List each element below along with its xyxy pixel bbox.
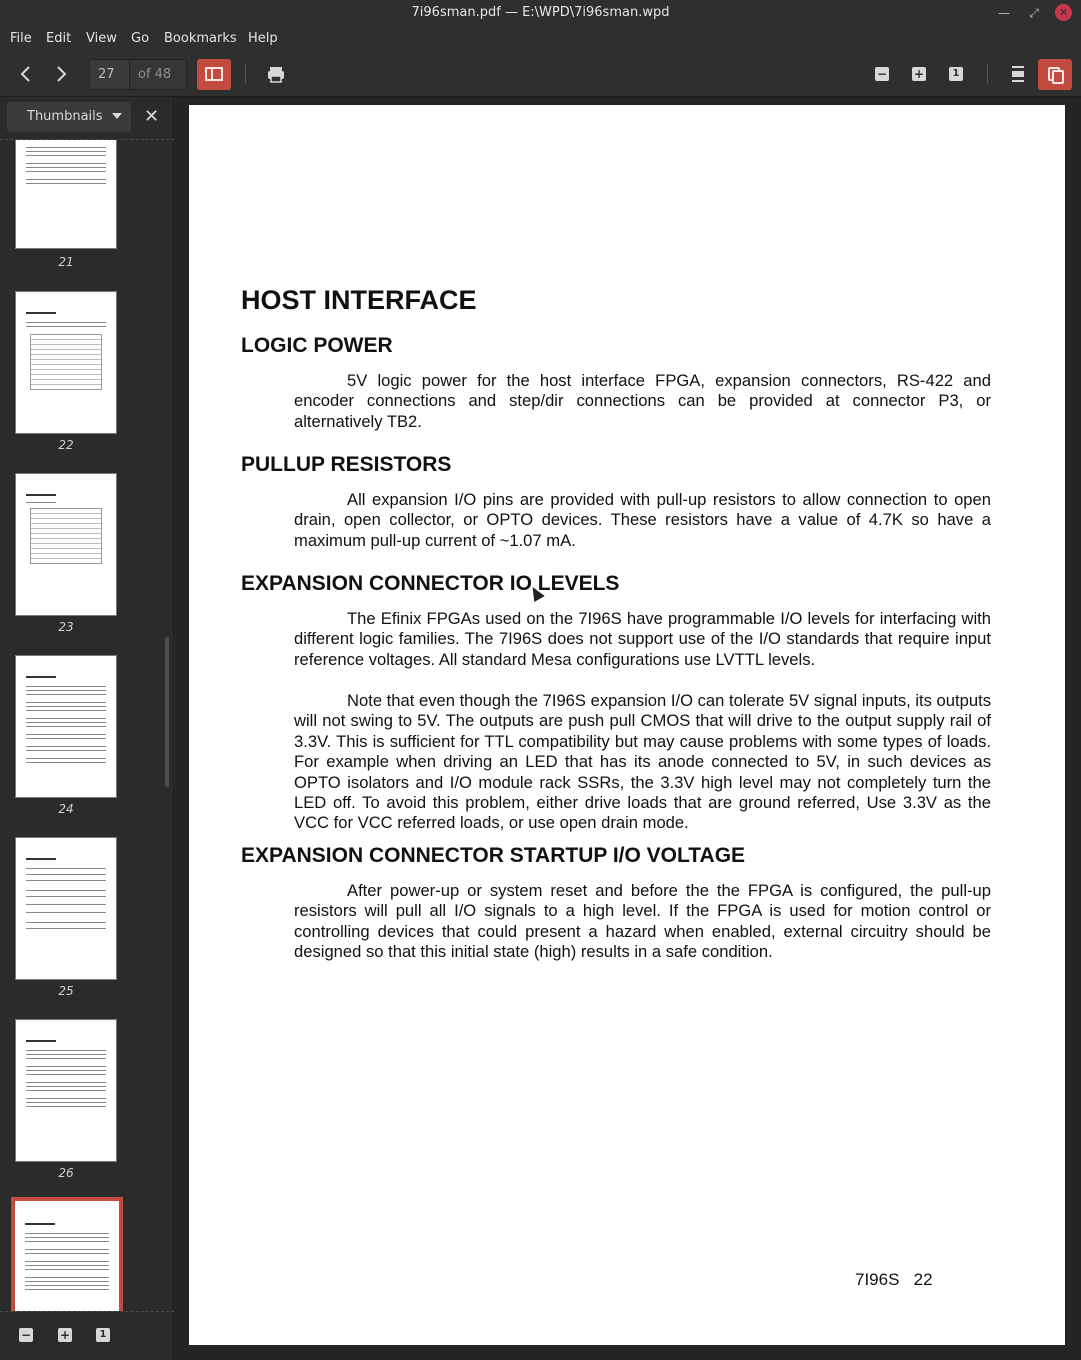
dual-page-button[interactable] <box>1038 59 1072 90</box>
thumbnail-page-current[interactable] <box>11 1197 123 1312</box>
section-heading: LOGIC POWER <box>241 334 393 357</box>
paragraph: All expansion I/O pins are provided with pull-up resistors to allow connection to open drain, open collector, or OPTO devices. These resistors have a value of 4.7K so have a maximum pull-up current of ~1.07 mA. <box>294 490 991 550</box>
paragraph: The Efinix FPGAs used on the 7I96S have programmable I/O levels for interfacing with different logic families. The 7I96S does not support use of the I/O standards that require input reference voltages. All standard Mesa configurations use LVTTL levels. <box>294 609 991 669</box>
section-heading: PULLUP RESISTORS <box>241 453 452 476</box>
print-icon[interactable] <box>261 59 291 89</box>
page-title: HOST INTERFACE <box>241 285 477 315</box>
zoom-in-icon[interactable]: + <box>913 67 925 81</box>
thumbnail-label: 24 <box>58 802 74 816</box>
close-window-icon[interactable]: ✕ <box>1055 4 1072 21</box>
thumbnail-list[interactable] <box>0 139 174 1312</box>
close-icon[interactable]: ✕ <box>144 106 160 127</box>
continuous-scroll-icon[interactable] <box>1003 59 1033 89</box>
paragraph: Note that even though the 7I96S expansion I/O can tolerate 5V signal inputs, its outputs will not swing to 5V. The outputs are push pull CMOS that will drive to the output supply rail of 3.3V. This is sufficient for TTL compatibility but may cause problems with some types of loads. For example when driving an LED that has its anode connected to 5V, in such devices as OPTO isolators and I/O module rack SSRs, the 3.3V high level may not completely turn the LED off. To avoid this problem, either drive loads that are ground referred, Use 3.3V as the VCC for VCC referred loads, or use open drain mode. <box>294 691 991 833</box>
menu-bar <box>0 27 1081 52</box>
document-view[interactable] <box>175 97 1081 1360</box>
section-heading: EXPANSION CONNECTOR IO LEVELS <box>241 572 620 595</box>
toolbar <box>0 52 1081 97</box>
sidebar-footer <box>0 1322 174 1360</box>
sidebar-toggle-icon <box>205 67 223 81</box>
thumbnail-page[interactable] <box>15 473 117 616</box>
page-footer <box>855 1270 933 1290</box>
thumbnail-zoom-in-icon[interactable]: + <box>59 1328 71 1342</box>
toolbar-separator <box>245 64 246 84</box>
zoom-out-icon[interactable]: − <box>876 67 888 81</box>
thumbnail-label: 23 <box>58 620 74 634</box>
toolbar-separator <box>987 64 988 84</box>
section-heading: EXPANSION CONNECTOR STARTUP I/O VOLTAGE <box>241 844 746 867</box>
thumbnail-label: 22 <box>58 438 74 452</box>
window-titlebar <box>0 0 1081 27</box>
menu-edit[interactable]: Edit <box>46 31 72 46</box>
menu-file[interactable]: File <box>10 31 32 46</box>
paragraph: After power-up or system reset and before the the FPGA is configured, the pull-up resistors will pull all I/O signals to a high level. If the FPGA is used for motion control or controlling devices that could present a hazard when enabled, external circuitry should be designed so that this initial state (high) results in a safe condition. <box>294 881 991 962</box>
footer-model: 7I96S <box>855 1270 900 1289</box>
forward-arrow-icon[interactable] <box>46 59 76 89</box>
menu-bookmarks[interactable]: Bookmarks <box>164 31 237 46</box>
maximize-icon[interactable]: ⤢ <box>1029 6 1039 20</box>
sidebar-view-label: Thumbnails <box>27 109 103 124</box>
sidebar <box>0 97 174 1360</box>
menu-go[interactable]: Go <box>131 31 150 46</box>
window-title: 7i96sman.pdf — E:\WPD\7i96sman.wpd <box>411 5 670 20</box>
thumbnail-label: 26 <box>58 1166 74 1180</box>
back-arrow-icon[interactable] <box>11 59 41 89</box>
page-total-label: of 48 <box>130 59 187 90</box>
paragraph: 5V logic power for the host interface FPGA, expansion connectors, RS-422 and encoder connections and step/dir connections can be provided at connector P3, or alternatively TB2. <box>294 371 991 431</box>
sidebar-scrollbar[interactable] <box>165 637 169 787</box>
fit-page-icon[interactable]: 1 <box>949 67 963 81</box>
menu-help[interactable]: Help <box>248 31 278 46</box>
dual-page-icon-front <box>1052 70 1064 84</box>
sidebar-toggle-button[interactable] <box>197 59 231 90</box>
thumbnail-label: 21 <box>58 255 74 269</box>
thumbnail-page[interactable] <box>15 139 117 249</box>
thumbnail-label: 25 <box>58 984 74 998</box>
chevron-down-icon <box>112 113 122 119</box>
thumbnail-fit-icon[interactable]: 1 <box>96 1328 110 1342</box>
menu-view[interactable]: View <box>86 31 117 46</box>
sidebar-view-dropdown[interactable] <box>7 102 131 132</box>
thumbnail-page[interactable] <box>15 291 117 434</box>
thumbnail-zoom-out-icon[interactable]: − <box>20 1328 32 1342</box>
footer-page-number: 22 <box>913 1270 933 1289</box>
thumbnail-page[interactable] <box>15 655 117 798</box>
thumbnail-page[interactable] <box>15 837 117 980</box>
document-page <box>189 105 1065 1345</box>
minimize-icon[interactable]: — <box>998 6 1010 20</box>
thumbnail-page[interactable] <box>15 1019 117 1162</box>
page-number-input[interactable]: 27 <box>89 59 130 90</box>
